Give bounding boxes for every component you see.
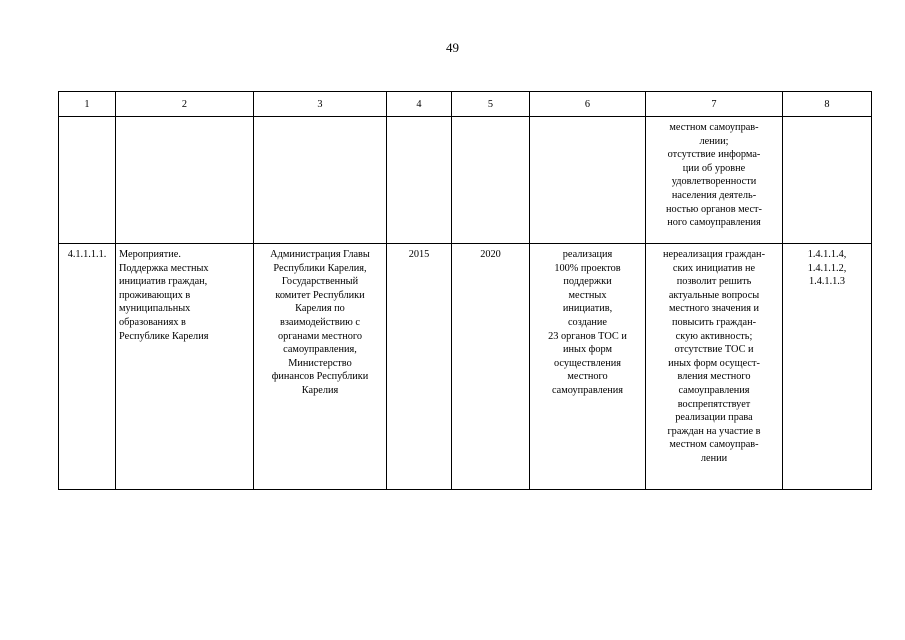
cell-text-line: местного [567, 371, 608, 383]
cell-text-line: иных форм [563, 344, 612, 356]
cell-text-line: вления местного [677, 371, 751, 383]
cell-text-line: органами местного [278, 330, 362, 342]
cell-text-line: местном самоуправ- [669, 439, 759, 451]
program-table [58, 91, 872, 490]
cell-text-line: граждан на участие в [667, 425, 761, 437]
cell-text-line: 23 органов ТОС и [548, 330, 627, 342]
cell-text-line: отсутствие информа- [667, 149, 761, 161]
column-number: 6 [530, 92, 646, 117]
cell-text-line: местных [568, 289, 607, 301]
cell-text-line: населения деятель- [671, 189, 757, 201]
event-number-cell: 4.1.1.1.1. [59, 244, 116, 490]
cell-text-line: лении; [699, 135, 729, 147]
cell-text-line: актуальные вопросы [668, 289, 760, 301]
cell-text-line: ских инициатив не [672, 262, 756, 274]
cell-text-line: Республики Карелия, [273, 262, 367, 274]
empty-cell [116, 117, 254, 244]
cell-text-line: финансов Республики [271, 371, 369, 383]
cell-text-line: комитет Республики [275, 289, 365, 301]
column-number: 1 [59, 92, 116, 117]
cell-text-line: позволит решить [676, 276, 752, 288]
column-number: 5 [452, 92, 530, 117]
column-number: 8 [783, 92, 872, 117]
executor-cell [254, 244, 387, 490]
cell-text-line: Министерство [288, 357, 352, 369]
cell-text-line: самоуправления, [283, 344, 357, 356]
continuation-row [59, 117, 872, 244]
column-number-row [59, 92, 872, 117]
cell-text-line: ного самоуправления [667, 217, 761, 229]
column-number: 2 [116, 92, 254, 117]
cell-text-line: муниципальных [119, 303, 191, 315]
cell-text-line: реализация [562, 249, 613, 260]
cell-text-line: воспрепятствует [677, 398, 751, 410]
cell-text-line: отсутствие ТОС и [674, 344, 754, 356]
cell-text-line: ностью органов мест- [666, 203, 762, 215]
cell-text-line: Поддержка местных [119, 262, 209, 274]
cell-text-line: реализации права [675, 412, 753, 424]
event-row [59, 244, 872, 490]
expected-result-cell [530, 244, 646, 490]
cell-text-line: скую активность; [675, 330, 753, 342]
cell-text-line: 100% проектов [554, 262, 621, 274]
cell-text-line: местного значения и [668, 303, 760, 315]
column-number: 7 [646, 92, 783, 117]
cell-text-line: самоуправления [678, 384, 750, 396]
start-year-cell: 2015 [387, 244, 452, 490]
cell-text-line: инициатив, [562, 303, 613, 315]
cell-text-line: инициатив граждан, [119, 276, 208, 288]
cell-text-line: проживающих в [119, 289, 191, 301]
cell-text-line: иных форм осущест- [668, 357, 760, 369]
cell-text-line: самоуправления [551, 384, 624, 396]
indicator-links-cell [783, 244, 872, 490]
cell-text-line: нереализация граждан- [662, 249, 765, 260]
cell-text-line: лении [700, 452, 728, 464]
empty-cell [387, 117, 452, 244]
cell-text-line: создание [567, 316, 607, 328]
cell-text-line: местном самоуправ- [669, 122, 759, 133]
cell-text-line: Администрация Главы [270, 249, 370, 260]
cell-text-line: взаимодействию с [280, 316, 360, 328]
cell-text-line: 1.4.1.1.3 [808, 276, 846, 288]
page-number: 49 [446, 40, 459, 55]
empty-cell [452, 117, 530, 244]
cell-text-line: Карелия [301, 384, 339, 396]
cell-text-line: ции об уровне [682, 162, 746, 174]
cell-text-line: Мероприятие. [119, 249, 181, 260]
column-number: 4 [387, 92, 452, 117]
cell-text-line: образованиях в [119, 316, 186, 328]
consequences-cell [646, 244, 783, 490]
cell-text-line: поддержки [563, 276, 612, 288]
cell-text-line: Республике Карелия [119, 330, 209, 342]
cell-text-line: 1.4.1.1.4, [807, 249, 847, 260]
empty-cell [530, 117, 646, 244]
cell-text-line: повысить граждан- [671, 316, 757, 328]
column-number: 3 [254, 92, 387, 117]
cell-text-line: Карелия по [295, 303, 345, 315]
empty-cell [783, 117, 872, 244]
empty-cell [254, 117, 387, 244]
consequences-continuation-cell [646, 117, 783, 244]
cell-text-line: Государственный [281, 276, 359, 288]
cell-text-line: 1.4.1.1.2, [807, 262, 847, 274]
event-name-cell [116, 244, 254, 490]
cell-text-line: удовлетворенности [671, 176, 757, 188]
cell-text-line: осуществления [553, 357, 621, 369]
end-year-cell: 2020 [452, 244, 530, 490]
empty-cell [59, 117, 116, 244]
